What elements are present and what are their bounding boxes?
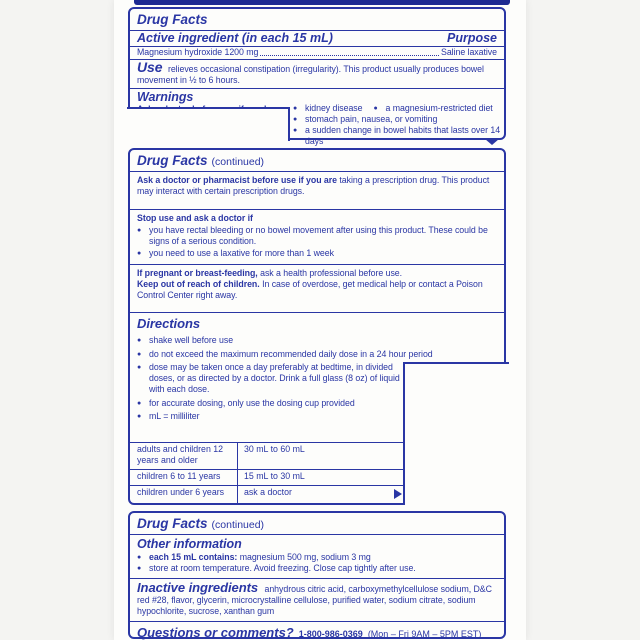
inactive-ingredients-text: anhydrous citric acid, carboxymethylcellulose sodium, D&C red #28, flavor, glycerin, microcrystalline cellulose, purified water, sodium citrate, sodium hypochlorite, sucrose, xanthan gum (137, 584, 492, 616)
continued-label: (continued) (211, 156, 265, 168)
questions-section (130, 622, 504, 640)
dosage-age-cell: children under 6 years (130, 486, 238, 503)
interaction-section (130, 172, 504, 210)
dotted-leader (260, 55, 439, 56)
directions-item: ● do not exceed the maximum recommended daily dose in a 24 hour period (137, 349, 497, 360)
drug-facts-heading: Drug Facts (137, 12, 208, 27)
directions-item: ● mL = milliliter (137, 411, 401, 422)
pregnancy-line (137, 268, 497, 279)
other-information-section (130, 535, 504, 579)
table-row (130, 443, 407, 470)
other-information-item (137, 552, 497, 563)
ingredient-name: Magnesium hydroxide 1200 mg (137, 47, 259, 57)
drug-facts-heading: Drug Facts (137, 516, 208, 531)
inactive-ingredients-section (130, 579, 504, 622)
keep-out-line (137, 279, 497, 301)
directions-heading: Directions (137, 316, 201, 331)
other-information-item: ● store at room temperature. Avoid freezing. Close cap tightly after use. (137, 563, 497, 574)
use-text: relieves occasional constipation (irregularity). This product usually produces bowel movement in ½ to 6 hours. (137, 64, 484, 85)
drug-facts-heading: Drug Facts (137, 153, 208, 168)
panel2-title (130, 150, 504, 172)
contains-text: magnesium 500 mg, sodium 3 mg (239, 552, 371, 562)
interaction-lead: Ask a doctor or pharmacist before use if you are (137, 175, 337, 185)
previous-panel-edge-bar (134, 0, 510, 5)
active-ingredient-header-row (130, 31, 504, 47)
drug-facts-panel-bottom (128, 511, 506, 639)
dosage-age-cell: adults and children 12 years and older (130, 443, 238, 469)
use-section (130, 60, 504, 89)
panel1-step-notch (127, 107, 290, 141)
continue-right-icon (394, 489, 402, 499)
pregnancy-lead: If pregnant or breast-feeding, (137, 268, 258, 278)
stop-use-section (130, 210, 504, 265)
keep-out-lead: Keep out of reach of children. (137, 279, 260, 289)
inactive-ingredients-heading: Inactive ingredients (137, 580, 259, 595)
warning-item: ● a magnesium-restricted diet (374, 103, 493, 114)
directions-item: ● dose may be taken once a day preferably at bedtime, in divided doses, or as directed by a doctor. Drink a full glass (8 oz) of liquid with each dose. (137, 362, 401, 395)
warning-item: ● kidney disease (293, 103, 363, 114)
active-ingredient-header: Active ingredient (in each 15 mL) (137, 31, 333, 45)
continue-down-icon (485, 139, 499, 145)
pregnancy-children-section (130, 265, 504, 313)
dosage-amount-text: ask a doctor (244, 487, 292, 497)
directions-item: ● shake well before use (137, 335, 497, 346)
warnings-bullet-row (293, 103, 501, 114)
interaction-text: taking a prescription drug. This product may interact with certain prescription drugs. (137, 175, 490, 196)
panel2-step-notch (403, 362, 509, 505)
purpose-value: Saline laxative (441, 47, 497, 57)
stop-use-item: ● you have rectal bleeding or no bowel movement after using this product. These could be signs of a serious condition. (137, 225, 497, 247)
dosage-amount-cell (238, 486, 407, 503)
questions-hours: (Mon – Fri 9AM – 5PM EST) (367, 629, 482, 639)
warning-item: ● stomach pain, nausea, or vomiting (293, 114, 501, 125)
ingredient-row (130, 47, 504, 60)
table-row (130, 486, 407, 503)
table-row (130, 470, 407, 486)
dosage-age-cell: children 6 to 11 years (130, 470, 238, 485)
purpose-header: Purpose (446, 31, 497, 45)
pregnancy-text: ask a health professional before use. (260, 268, 403, 278)
warning-item: ● a sudden change in bowel habits that lasts over 14 days (293, 125, 501, 147)
use-heading: Use (137, 59, 163, 75)
stop-use-heading: Stop use and ask a doctor if (137, 213, 253, 223)
panel3-title (130, 513, 504, 535)
panel1-title (130, 9, 504, 31)
directions-item: ● for accurate dosing, only use the dosing cup provided (137, 398, 401, 409)
warnings-bullet-list (293, 103, 501, 147)
continued-label: (continued) (211, 519, 265, 531)
warnings-heading: Warnings (137, 90, 194, 104)
keep-out-text: In case of overdose, get medical help or contact a Poison Control Center right away. (137, 279, 483, 300)
dosage-amount-cell: 15 mL to 30 mL (244, 471, 305, 481)
dosage-amount-cell: 30 mL to 60 mL (244, 444, 305, 454)
dosage-table (130, 442, 407, 503)
contains-lead: each 15 mL contains: (149, 552, 238, 562)
other-information-heading: Other information (137, 537, 242, 551)
questions-heading: Questions or comments? (137, 625, 294, 640)
stop-use-item: ● you need to use a laxative for more than 1 week (137, 248, 497, 259)
questions-phone: 1-800-986-0369 (298, 629, 363, 639)
